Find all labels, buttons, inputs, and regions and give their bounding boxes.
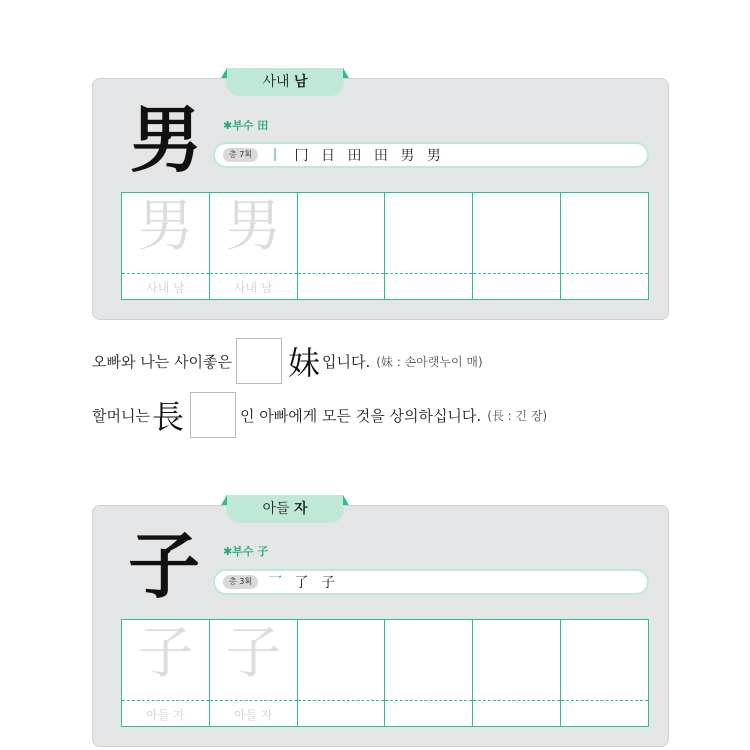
radical-label: ✱부수 子 — [223, 545, 269, 558]
card-sound: 자 — [293, 501, 308, 517]
guide-line — [210, 700, 297, 701]
stroke-step: 田 — [373, 148, 392, 164]
stroke-order-bar — [213, 142, 649, 168]
hanja-note: (妹 : 손아랫누이 매) — [376, 354, 483, 369]
guide-line — [561, 700, 648, 701]
trace-character: 男 — [137, 194, 194, 259]
sentence-hanja: 長 — [151, 398, 184, 436]
trace-character: 子 — [137, 621, 194, 686]
guide-line — [210, 273, 297, 274]
sentence-hanja: 妹 — [287, 344, 320, 382]
guide-line — [122, 273, 209, 274]
stroke-step: 了 — [294, 575, 313, 591]
practice-cell[interactable] — [210, 620, 298, 726]
radical-label: ✱부수 田 — [223, 119, 269, 132]
practice-cell[interactable] — [210, 193, 298, 299]
stroke-step: 丨 — [268, 148, 287, 164]
practice-cell[interactable] — [473, 620, 561, 726]
stroke-step: 乛 — [268, 575, 287, 591]
main-character: 子 — [128, 523, 201, 608]
practice-cell[interactable] — [385, 193, 473, 299]
sentence-after: 인 아빠에게 모든 것을 상의하십니다. — [239, 406, 482, 425]
main-character: 男 — [130, 97, 203, 182]
stroke-step: 男 — [426, 148, 445, 164]
sentence-before: 오빠와 나는 사이좋은 — [92, 352, 232, 371]
guide-line — [473, 273, 560, 274]
hanja-note: (長 : 긴 장) — [487, 408, 548, 423]
answer-blank[interactable] — [236, 338, 282, 384]
stroke-step: 子 — [321, 575, 339, 591]
practice-cell[interactable] — [561, 620, 648, 726]
trace-label: 사내 남 — [233, 281, 273, 295]
answer-blank[interactable] — [190, 392, 236, 438]
guide-line — [385, 273, 472, 274]
practice-cell[interactable] — [473, 193, 561, 299]
guide-line — [298, 273, 385, 274]
stroke-count-badge: 총 7획 — [223, 148, 258, 162]
stroke-sequence — [268, 145, 445, 165]
practice-cell[interactable] — [298, 620, 386, 726]
card-title-tab — [226, 68, 344, 96]
guide-line — [385, 700, 472, 701]
stroke-sequence — [268, 572, 339, 592]
guide-line — [561, 273, 648, 274]
trace-label: 아들 자 — [146, 708, 185, 722]
sentence-before: 할머니는 — [92, 406, 150, 425]
trace-label: 아들 자 — [233, 708, 273, 722]
fill-in-sentence — [92, 390, 547, 440]
card-meaning: 사내 — [262, 74, 290, 90]
guide-line — [122, 700, 209, 701]
stroke-step: 冂 — [294, 148, 313, 164]
stroke-count-badge: 총 3획 — [223, 575, 258, 589]
guide-line — [473, 700, 560, 701]
trace-character: 子 — [225, 621, 282, 686]
card-meaning: 아들 — [262, 501, 290, 517]
practice-cell[interactable] — [122, 620, 210, 726]
card-sound: 남 — [293, 74, 308, 90]
trace-label: 사내 남 — [146, 281, 185, 295]
trace-character: 男 — [225, 194, 282, 259]
practice-cell[interactable] — [122, 193, 210, 299]
guide-line — [298, 700, 385, 701]
stroke-step: 日 — [321, 148, 339, 164]
stroke-step: 男 — [400, 148, 419, 164]
practice-cell[interactable] — [385, 620, 473, 726]
practice-grid — [121, 619, 649, 727]
practice-cell[interactable] — [561, 193, 648, 299]
practice-cell[interactable] — [298, 193, 386, 299]
practice-grid — [121, 192, 649, 300]
stroke-step: 田 — [347, 148, 366, 164]
fill-in-sentence — [92, 336, 483, 386]
stroke-order-bar — [213, 569, 649, 595]
sentence-after: 입니다. — [321, 352, 371, 371]
card-title-tab — [226, 495, 344, 523]
